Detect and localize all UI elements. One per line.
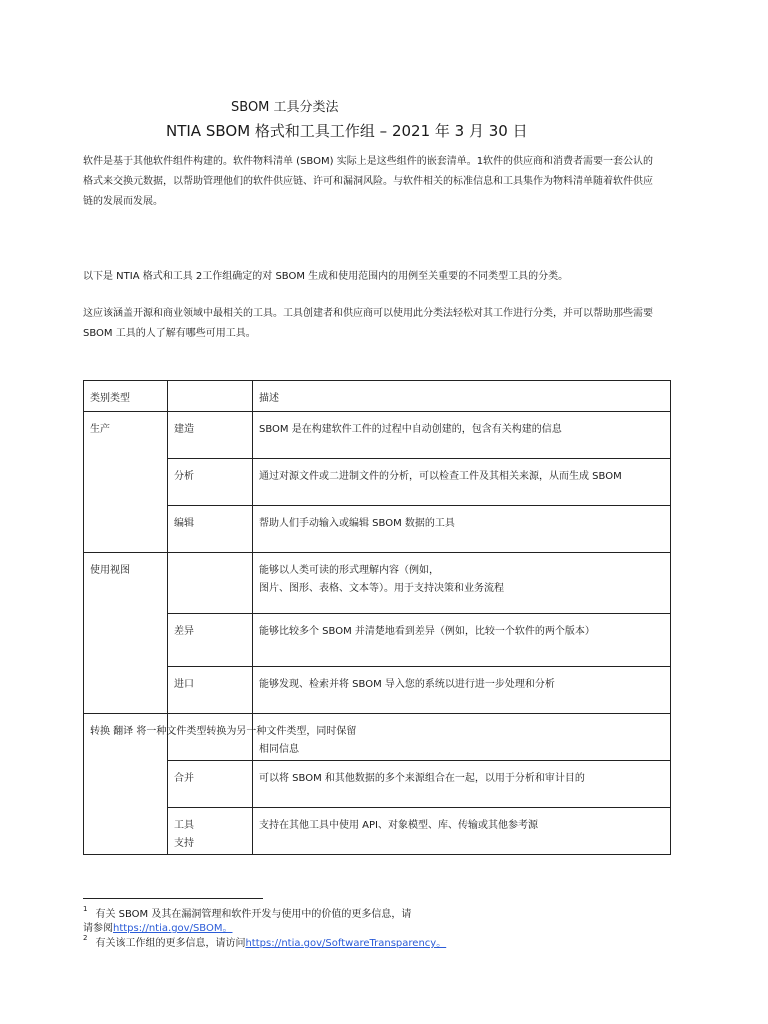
description-cell: 能够发现、检索并将 SBOM 导入您的系统以进行进一步处理和分析 <box>253 667 671 714</box>
intro-line: 格式来交换元数据，以帮助管理他们的软件供应链、许可和漏洞风险。与软件相关的标准信息和工具集作为物料清单随着软件供应 <box>83 176 653 187</box>
type-cell: 编辑 <box>168 506 253 553</box>
header-description: 描述 <box>253 381 671 412</box>
type-cell: 合并 <box>168 761 253 808</box>
footnote-text: 请参阅 <box>83 923 113 934</box>
paragraph-line: SBOM 工具的人了解有哪些可用工具。 <box>83 328 256 339</box>
description-cell: 帮助人们手动输入或编辑 SBOM 数据的工具 <box>253 506 671 553</box>
category-consume: 使用视图 <box>84 553 168 714</box>
description-cell: 可以将 SBOM 和其他数据的多个来源组合在一起，以用于分析和审计目的 <box>253 761 671 808</box>
software-transparency-link[interactable]: https://ntia.gov/SoftwareTransparency。 <box>245 938 447 949</box>
type-cell <box>168 714 253 761</box>
scope-paragraph <box>83 304 683 344</box>
footnote-divider <box>83 898 263 899</box>
table-row <box>84 714 671 761</box>
header-type <box>168 381 253 412</box>
type-cell: 差异 <box>168 614 253 667</box>
description-cell: 支持在其他工具中使用 API、对象模型、库、传输或其他参考源 <box>253 808 671 855</box>
type-line: 支持 <box>174 838 194 849</box>
footnote-text: 有关 SBOM 及其在漏洞管理和软件开发与使用中的价值的更多信息，请 <box>95 909 412 920</box>
type-line: 工具 <box>174 820 194 831</box>
type-cell: 分析 <box>168 459 253 506</box>
description-cell: SBOM 是在构建软件工件的过程中自动创建的，包含有关构建的信息 <box>253 412 671 459</box>
type-cell: 进口 <box>168 667 253 714</box>
footnote-1-continued <box>83 919 232 934</box>
table-row <box>84 614 671 667</box>
type-cell: 建造 <box>168 412 253 459</box>
category-produce: 生产 <box>84 412 168 553</box>
description-cell <box>253 714 671 761</box>
footnote-marker: 2 <box>83 934 88 942</box>
footnote-2 <box>83 934 446 949</box>
table-row <box>84 553 671 614</box>
type-cell <box>168 808 253 855</box>
description-line: 图片、图形、表格、文本等）。用于支持决策和业务流程 <box>259 583 504 594</box>
description-line: 能够以人类可读的形式理解内容（例如， <box>259 565 439 576</box>
intro-paragraph <box>83 152 683 212</box>
description-cell <box>253 553 671 614</box>
table-row <box>84 459 671 506</box>
type-cell <box>168 553 253 614</box>
table-row <box>84 506 671 553</box>
paragraph-line: 这应该涵盖开源和商业领域中最相关的工具。工具创建者和供应商可以使用此分类法轻松对其工作进行分类，并可以帮助那些需要 <box>83 308 653 319</box>
document-title: SBOM 工具分类法 <box>231 100 339 115</box>
table-header-row <box>84 381 671 412</box>
intro-line: 链的发展而发展。 <box>83 196 163 207</box>
sbom-link[interactable]: https://ntia.gov/SBOM。 <box>113 923 233 934</box>
description-line: 相同信息 <box>259 744 299 755</box>
table-row <box>84 412 671 459</box>
transform-row-text: 转换 翻译 将一种文件类型转换为另一种文件类型，同时保留 <box>90 726 357 737</box>
footnote-1 <box>83 905 411 920</box>
taxonomy-table <box>83 380 671 855</box>
description-cell: 能够比较多个 SBOM 并清楚地看到差异（例如，比较一个软件的两个版本） <box>253 614 671 667</box>
document-subtitle: NTIA SBOM 格式和工具工作组 – 2021 年 3 月 30 日 <box>166 122 528 140</box>
table-row <box>84 808 671 855</box>
intro-line: 软件是基于其他软件组件构建的。软件物料清单 (SBOM) 实际上是这些组件的嵌套清单。1软件的供应商和消费者需要一套公认的 <box>83 156 654 167</box>
taxonomy-intro-paragraph <box>83 267 683 287</box>
footnote-text: 有关该工作组的更多信息，请访问 <box>95 938 246 949</box>
header-category: 类别类型 <box>84 381 168 412</box>
paragraph-line: 以下是 NTIA 格式和工具 2工作组确定的对 SBOM 生成和使用范围内的用例至关重要的不同类型工具的分类。 <box>83 271 569 282</box>
table-row <box>84 667 671 714</box>
table-row <box>84 761 671 808</box>
footnote-marker: 1 <box>83 905 88 913</box>
description-cell: 通过对源文件或二进制文件的分析，可以检查工件及其相关来源，从而生成 SBOM <box>253 459 671 506</box>
